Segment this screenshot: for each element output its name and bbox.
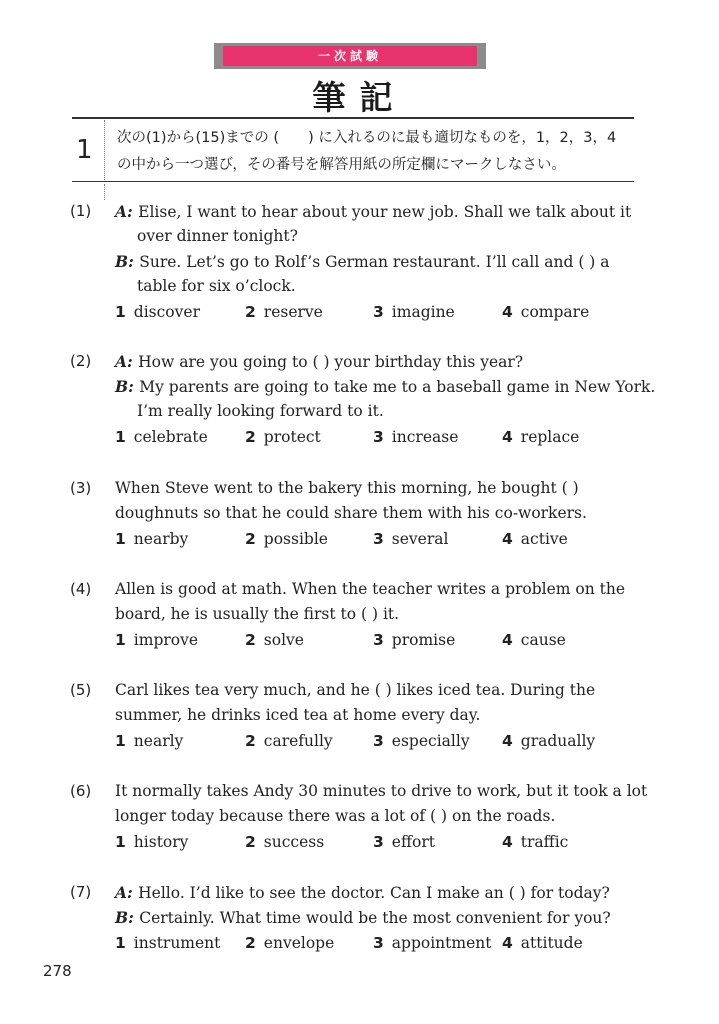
speaker-label: B: (115, 908, 140, 927)
option-text: protect (263, 428, 321, 446)
answer-option (373, 934, 491, 952)
option-number: 1 (115, 631, 126, 649)
option-number: 1 (115, 530, 126, 548)
option-number: 1 (115, 732, 126, 750)
answer-option (245, 934, 334, 952)
option-text: imagine (391, 303, 455, 321)
option-number: 2 (245, 631, 256, 649)
answer-option (115, 530, 188, 548)
bottom-rule (72, 181, 634, 182)
question-line: When Steve went to the bakery this morning, he bought ( ) (115, 479, 579, 497)
option-text: gradually (520, 732, 596, 750)
question-number: (5) (70, 681, 92, 699)
question-line: A: How are you going to ( ) your birthday this year? (115, 352, 524, 371)
question-number: (4) (70, 580, 92, 598)
answer-option (373, 530, 448, 548)
option-text: nearby (133, 530, 189, 548)
option-text: cause (520, 631, 566, 649)
option-text: appointment (391, 934, 492, 952)
question-number: (6) (70, 782, 92, 800)
option-number: 3 (373, 934, 384, 952)
option-number: 2 (245, 833, 256, 851)
question-line: Allen is good at math. When the teacher writes a problem on the (115, 580, 626, 598)
option-text: attitude (520, 934, 583, 952)
answer-option (115, 428, 208, 446)
question-line: A: Elise, I want to hear about your new job. Shall we talk about it (115, 202, 632, 221)
question-line: B: My parents are going to take me to a baseball game in New York. (115, 377, 656, 396)
top-rule (72, 117, 634, 119)
answer-option (373, 631, 455, 649)
answer-option (115, 631, 198, 649)
option-text: solve (263, 631, 304, 649)
answer-option (245, 833, 324, 851)
dotted-divider (104, 120, 105, 180)
option-text: history (133, 833, 189, 851)
answer-option (502, 631, 566, 649)
option-number: 3 (373, 530, 384, 548)
option-text: active (520, 530, 568, 548)
instructions (117, 125, 637, 179)
option-text: carefully (263, 732, 333, 750)
question-line: I’m really looking forward to it. (137, 402, 384, 420)
question-number: (7) (70, 883, 92, 901)
question-line: board, he is usually the first to ( ) it. (115, 605, 400, 623)
page-title: 筆記 (312, 78, 407, 117)
speaker-label: A: (115, 352, 139, 371)
answer-option (115, 934, 220, 952)
question-number: (1) (70, 202, 92, 220)
option-text: promise (391, 631, 456, 649)
option-number: 3 (373, 631, 384, 649)
option-text: celebrate (133, 428, 208, 446)
question-number: (2) (70, 352, 92, 370)
answer-option (115, 833, 188, 851)
question-line: doughnuts so that he could share them with his co-workers. (115, 504, 587, 522)
answer-option (373, 303, 455, 321)
answer-option (115, 732, 183, 750)
option-text: compare (520, 303, 590, 321)
option-number: 2 (245, 428, 256, 446)
option-text: especially (391, 732, 470, 750)
answer-option (502, 530, 568, 548)
option-number: 2 (245, 934, 256, 952)
question-line: longer today because there was a lot of ( ) on the roads. (115, 807, 556, 825)
question-line: Carl likes tea very much, and he ( ) likes iced tea. During the (115, 681, 596, 699)
speaker-label: A: (115, 202, 139, 221)
dotted-divider-lower (104, 184, 105, 200)
option-number: 4 (502, 732, 513, 750)
option-number: 4 (502, 428, 513, 446)
answer-option (502, 732, 595, 750)
option-number: 4 (502, 934, 513, 952)
question-line: A: Hello. I’d like to see the doctor. Can I make an ( ) for today? (115, 883, 610, 902)
option-number: 2 (245, 303, 256, 321)
option-number: 2 (245, 530, 256, 548)
option-number: 3 (373, 732, 384, 750)
question-line: B: Certainly. What time would be the most convenient for you? (115, 908, 611, 927)
question-line: over dinner tonight? (137, 227, 298, 245)
option-text: traffic (520, 833, 569, 851)
answer-option (373, 732, 470, 750)
answer-option (245, 732, 333, 750)
option-text: nearly (133, 732, 184, 750)
option-text: discover (133, 303, 200, 321)
option-number: 1 (115, 303, 126, 321)
answer-option (245, 428, 321, 446)
question-line: It normally takes Andy 30 minutes to drive to work, but it took a lot (115, 782, 648, 800)
option-text: envelope (263, 934, 335, 952)
answer-option (373, 428, 458, 446)
answer-option (245, 530, 328, 548)
speaker-label: B: (115, 252, 140, 271)
option-number: 1 (115, 428, 126, 446)
option-number: 3 (373, 428, 384, 446)
instructions-line-2: の中から一つ選び，その番号を解答用紙の所定欄にマークしなさい。 (117, 157, 566, 173)
option-number: 4 (502, 303, 513, 321)
speaker-label: A: (115, 883, 139, 902)
section-banner: 一次試験 (223, 46, 477, 66)
answer-option (245, 303, 323, 321)
option-text: possible (263, 530, 328, 548)
instructions-line-1: 次の(1)から(15)までの ( ) に入れるのに最も適切なものを，1，2，3，4 (117, 130, 617, 146)
question-line: table for six o’clock. (137, 277, 296, 295)
option-number: 1 (115, 934, 126, 952)
answer-option (373, 833, 435, 851)
option-text: replace (520, 428, 580, 446)
option-number: 1 (115, 833, 126, 851)
section-number: 1 (76, 135, 93, 165)
option-number: 4 (502, 530, 513, 548)
option-number: 4 (502, 833, 513, 851)
option-text: instrument (133, 934, 221, 952)
question-number: (3) (70, 479, 92, 497)
option-text: success (263, 833, 325, 851)
option-text: improve (133, 631, 199, 649)
option-number: 3 (373, 303, 384, 321)
answer-option (115, 303, 200, 321)
option-number: 3 (373, 833, 384, 851)
option-text: increase (391, 428, 459, 446)
answer-option (502, 934, 583, 952)
page-number: 278 (43, 962, 72, 980)
option-text: reserve (263, 303, 323, 321)
speaker-label: B: (115, 377, 140, 396)
option-number: 2 (245, 732, 256, 750)
option-text: effort (391, 833, 435, 851)
question-line: summer, he drinks iced tea at home every day. (115, 706, 481, 724)
option-text: several (391, 530, 449, 548)
answer-option (502, 833, 568, 851)
answer-option (245, 631, 304, 649)
answer-option (502, 303, 589, 321)
question-line: B: Sure. Let’s go to Rolf’s German restaurant. I’ll call and ( ) a (115, 252, 610, 271)
answer-option (502, 428, 579, 446)
option-number: 4 (502, 631, 513, 649)
